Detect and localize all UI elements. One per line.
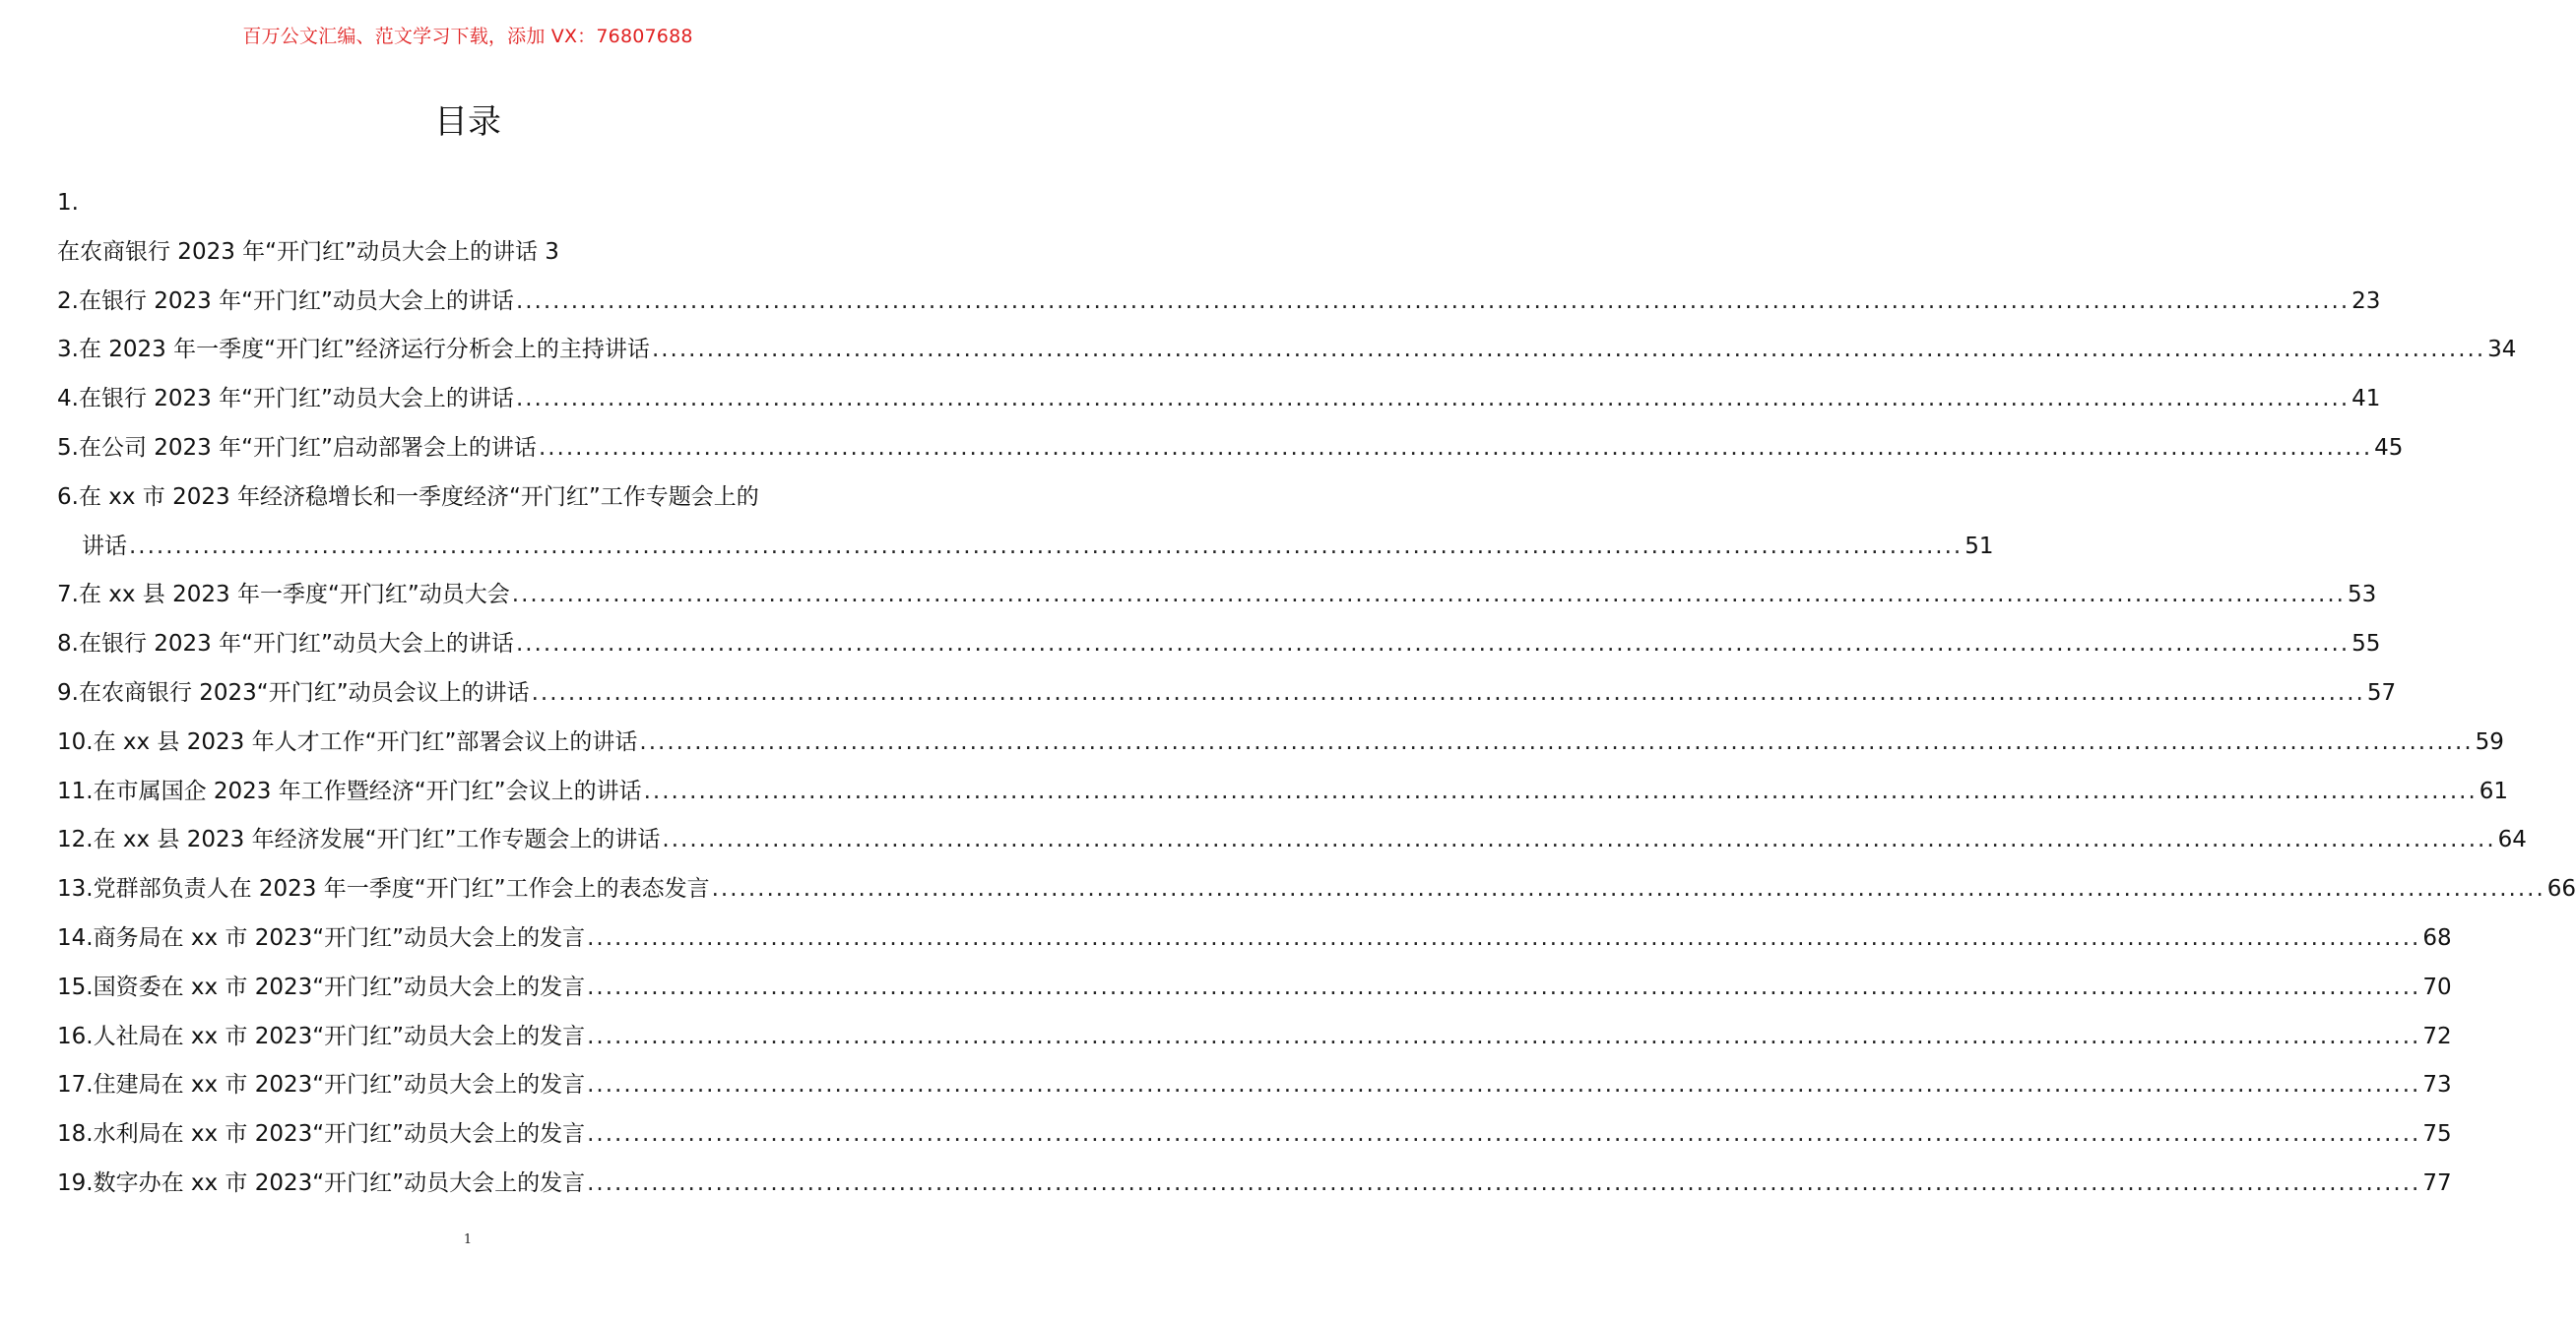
toc-entry-title: 18.水利局在 xx 市 2023“开门红”动员大会上的发言 (57, 1121, 586, 1148)
toc-leader-dots: ........................................................................................................................................................................................................ (587, 1072, 2421, 1099)
toc-page-number: 45 (2374, 434, 2404, 461)
toc-leader-dots: ........................................................................................................................................................................................................ (515, 386, 2351, 412)
toc-entry (57, 228, 878, 278)
toc-entry (57, 1013, 2452, 1062)
toc-entry (57, 1061, 2452, 1110)
toc-entry-title: 13.党群部负责人在 2023 年一季度“开门红”工作会上的表态发言 (57, 876, 710, 903)
toc-page-number: 68 (2422, 924, 2452, 951)
toc-entry (57, 768, 2509, 817)
toc-leader-dots: ........................................................................................................................................................................................................ (587, 1169, 2421, 1196)
toc-page-number: 41 (2351, 386, 2381, 412)
page-number: 1 (463, 1232, 473, 1247)
toc-leader-dots: ........................................................................................................................................................................................................ (515, 287, 2351, 314)
toc-entry (57, 375, 2381, 424)
toc-entry (57, 424, 2404, 473)
toc-entry-title: 11.在市属国企 2023 年工作暨经济“开门红”会议上的讲话 (57, 778, 642, 804)
toc-entry-title: 14.商务局在 xx 市 2023“开门红”动员大会上的发言 (57, 924, 586, 951)
toc-leader-dots: ........................................................................................................................................................................................................ (651, 337, 2486, 363)
toc-entry-title: 1. (57, 190, 79, 216)
toc-page-number: 53 (2348, 582, 2377, 608)
toc-leader-dots: ........................................................................................................................................................................................................ (711, 876, 2545, 903)
toc-entry (57, 816, 2527, 865)
toc-page-number: 77 (2422, 1169, 2452, 1196)
toc-entry (57, 865, 2576, 914)
toc-page-number: 34 (2487, 337, 2517, 363)
toc-entry-title: 12.在 xx 县 2023 年经济发展“开门红”工作专题会上的讲话 (57, 827, 661, 853)
toc-page-number: 59 (2475, 728, 2504, 755)
toc-entry (57, 1160, 2452, 1209)
toc-entry-title: 16.人社局在 xx 市 2023“开门红”动员大会上的发言 (57, 1023, 586, 1049)
toc-leader-dots: ........................................................................................................................................................................................................ (515, 631, 2351, 658)
toc-leader-dots: ........................................................................................................................................................................................................ (538, 434, 2373, 461)
toc-leader-dots: ........................................................................................................................................................................................................ (587, 924, 2421, 951)
toc-entry-title: 10.在 xx 县 2023 年人才工作“开门红”部署会议上的讲话 (57, 728, 638, 755)
toc-entry (57, 964, 2452, 1013)
toc-entry (57, 473, 878, 523)
page-title: 目录 (434, 102, 501, 142)
toc-entry-title: 5.在公司 2023 年“开门红”启动部署会上的讲话 (57, 434, 537, 461)
toc-page-number: 51 (1964, 533, 1994, 559)
toc-entry (57, 669, 2397, 719)
toc-entry-title: 7.在 xx 县 2023 年一季度“开门红”动员大会 (57, 582, 510, 608)
toc-entry (57, 1110, 2452, 1160)
toc-entry-title: 讲话 (82, 533, 127, 559)
toc-leader-dots: ........................................................................................................................................................................................................ (662, 827, 2496, 853)
toc-entry (57, 179, 878, 228)
toc-leader-dots: ........................................................................................................................................................................................................ (639, 728, 2474, 755)
toc-entry-title: 2.在银行 2023 年“开门红”动员大会上的讲话 (57, 287, 514, 314)
toc-entry-title: 9.在农商银行 2023“开门红”动员会议上的讲话 (57, 679, 530, 706)
toc-entry (57, 571, 2377, 620)
toc-page-number: 57 (2366, 679, 2397, 706)
toc-entry-title: 4.在银行 2023 年“开门红”动员大会上的讲话 (57, 386, 514, 412)
toc-leader-dots: ........................................................................................................................................................................................................ (587, 974, 2421, 1000)
toc-entry-continuation (57, 523, 1994, 572)
toc-leader-dots: ........................................................................................................................................................................................................ (531, 679, 2365, 706)
toc-page-number: 64 (2497, 827, 2527, 853)
toc-page-number: 61 (2479, 778, 2509, 804)
toc-page-number: 73 (2422, 1072, 2452, 1099)
promo-header: 百万公文汇编、范文学习下载，添加 VX：76807688 (242, 26, 693, 47)
toc-page-number: 75 (2422, 1121, 2452, 1148)
toc-entry (57, 278, 2381, 327)
toc-entry-title: 8.在银行 2023 年“开门红”动员大会上的讲话 (57, 631, 514, 658)
toc-page-number: 70 (2422, 974, 2452, 1000)
toc-entry-title: 17.住建局在 xx 市 2023“开门红”动员大会上的发言 (57, 1072, 586, 1099)
toc-leader-dots: ........................................................................................................................................................................................................ (129, 533, 1964, 559)
toc-page-number: 23 (2351, 287, 2381, 314)
toc-page-number: 72 (2422, 1023, 2452, 1049)
toc-entry-title: 6.在 xx 市 2023 年经济稳增长和一季度经济“开门红”工作专题会上的 (57, 483, 759, 510)
toc-page-number: 66 (2546, 876, 2576, 903)
table-of-contents (57, 179, 2576, 1209)
toc-page-number: 55 (2351, 631, 2381, 658)
toc-entry-title: 15.国资委在 xx 市 2023“开门红”动员大会上的发言 (57, 974, 586, 1000)
toc-entry-title: 3.在 2023 年一季度“开门红”经济运行分析会上的主持讲话 (57, 337, 650, 363)
toc-leader-dots: ........................................................................................................................................................................................................ (511, 582, 2346, 608)
toc-entry (57, 326, 2517, 375)
toc-entry (57, 914, 2452, 964)
toc-leader-dots: ........................................................................................................................................................................................................ (587, 1121, 2421, 1148)
toc-entry (57, 620, 2381, 669)
toc-entry-title: 19.数字办在 xx 市 2023“开门红”动员大会上的发言 (57, 1169, 586, 1196)
toc-entry (57, 719, 2504, 768)
toc-entry-title: 在农商银行 2023 年“开门红”动员大会上的讲话 3 (57, 238, 559, 265)
toc-leader-dots: ........................................................................................................................................................................................................ (643, 778, 2478, 804)
toc-leader-dots: ........................................................................................................................................................................................................ (587, 1023, 2421, 1049)
